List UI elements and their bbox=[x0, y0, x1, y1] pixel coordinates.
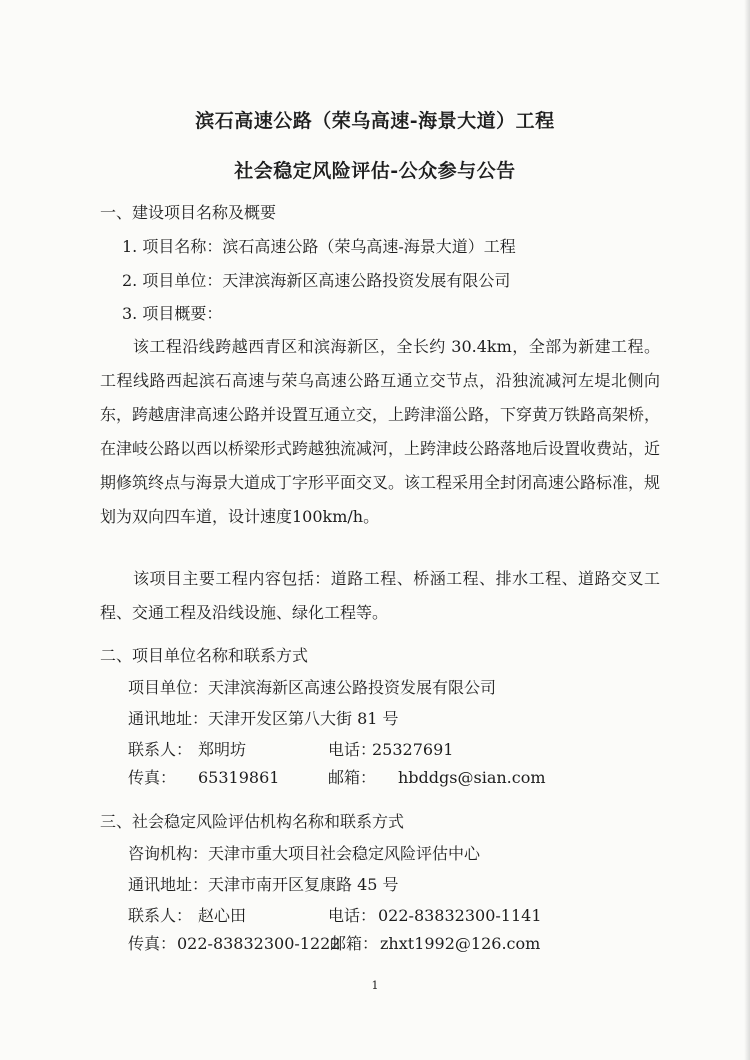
scope-paragraph: 该项目主要工程内容包括：道路工程、桥涵工程、排水工程、道路交叉工程、交通工程及沿线设施、绿化工程等。 bbox=[100, 569, 660, 622]
unit-phone-label: 电话： bbox=[328, 740, 377, 759]
agency-fax-label: 传真： bbox=[128, 934, 177, 953]
unit-contact-name: 郑明坊 bbox=[198, 740, 247, 759]
unit-email-label: 邮箱： bbox=[328, 768, 377, 787]
unit-email-value: hbddgs@sian.com bbox=[398, 768, 546, 787]
agency-phone-value: 022-83832300-1141 bbox=[378, 906, 542, 925]
unit-fax-label: 传真： bbox=[128, 768, 177, 787]
project-name-item: 1. 项目名称：滨石高速公路（荣乌高速-海景大道）工程 bbox=[122, 237, 516, 256]
agency-contact-label: 联系人： bbox=[128, 906, 193, 925]
project-unit-item: 2. 项目单位：天津滨海新区高速公路投资发展有限公司 bbox=[122, 271, 511, 290]
agency-contact-name: 赵心田 bbox=[198, 906, 247, 925]
unit-phone-value: 25327691 bbox=[372, 740, 454, 759]
agency-email-value: zhxt1992@126.com bbox=[380, 934, 541, 953]
agency-email-label: 邮箱： bbox=[330, 934, 379, 953]
agency-address-line: 通讯地址：天津市南开区复康路 45 号 bbox=[128, 875, 399, 894]
agency-line: 咨询机构：天津市重大项目社会稳定风险评估中心 bbox=[128, 844, 481, 863]
section2-heading: 二、项目单位名称和联系方式 bbox=[100, 646, 309, 665]
overview-paragraph: 该工程沿线跨越西青区和滨海新区，全长约 30.4km，全部为新建工程。工程线路西起滨石高速与荣乌高速公路互通立交节点，沿独流减河左堤北侧向东，跨越唐津高速公路并设置互通立交，上跨津淄公路，下穿黄万铁路高架桥，在津岐公路以西以桥梁形式跨越独流减河，上跨津歧公路落地后设置收费站，近期修筑终点与海景大道成丁字形平面交叉。该工程采用全封闭高速公路标准，规划为双向四车道，设计速度100km/h。 bbox=[100, 337, 661, 526]
agency-fax-value: 022-83832300-1222 bbox=[177, 934, 341, 953]
document-subtitle: 社会稳定风险评估-公众参与公告 bbox=[234, 160, 516, 182]
unit-line: 项目单位：天津滨海新区高速公路投资发展有限公司 bbox=[128, 678, 497, 697]
unit-address-line: 通讯地址：天津开发区第八大街 81 号 bbox=[128, 709, 399, 728]
section1-heading: 一、建设项目名称及概要 bbox=[100, 203, 277, 222]
agency-phone-label: 电话： bbox=[328, 906, 377, 925]
section3-heading: 三、社会稳定风险评估机构名称和联系方式 bbox=[100, 812, 405, 831]
document-title: 滨石高速公路（荣乌高速-海景大道）工程 bbox=[195, 110, 555, 132]
unit-contact-label: 联系人： bbox=[128, 740, 193, 759]
unit-fax-value: 65319861 bbox=[198, 768, 280, 787]
page-number: 1 bbox=[371, 979, 379, 992]
project-overview-item: 3. 项目概要： bbox=[122, 304, 223, 323]
